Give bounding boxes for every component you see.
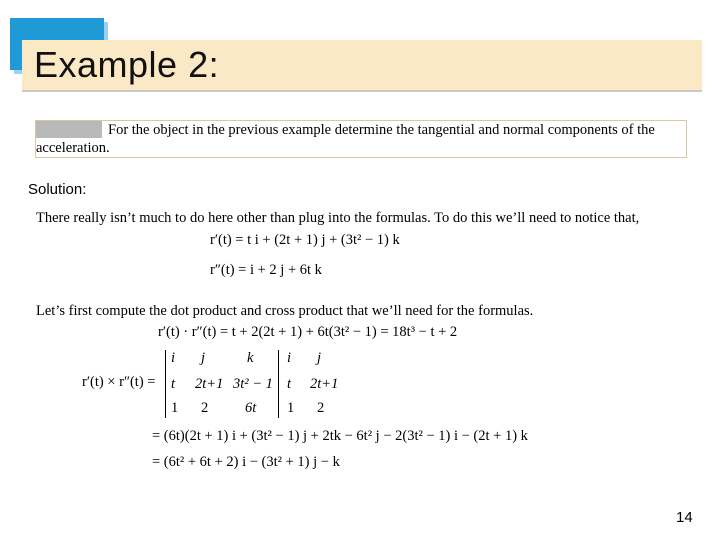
determinant-right-bar [278,350,279,418]
det-cell: j [317,350,322,366]
equation-dot-product: r′(t) · r″(t) = t + 2(2t + 1) + 6t(3t² − 1) = 18t³ − t + 2 [158,324,458,340]
det-cell: k [247,350,254,366]
det-cell: t [171,376,176,392]
problem-text: For the object in the previous example determine the tangential and normal components of the acceleration. [36,122,655,156]
det-cell: j [201,350,206,366]
det-cell: t [287,376,292,392]
det-cell: 1 [171,400,179,416]
slide-title: Example 2: [34,44,220,85]
equation-r-prime: r′(t) = t i + (2t + 1) j + (3t² − 1) k [210,232,400,248]
equation-r-double-prime: r″(t) = i + 2 j + 6t k [210,262,322,278]
solution-paragraph-2: Let’s first compute the dot product and cross product that we’ll need for the formulas. [36,303,534,319]
determinant [165,350,365,418]
det-cell: 6t [245,400,257,416]
determinant-left-bar [165,350,166,418]
det-cell: 3t² − 1 [233,376,273,392]
solution-paragraph-1: There really isn’t much to do here other than plug into the formulas. To do this we’ll need to notice that, [36,210,640,226]
det-cell: 2t+1 [310,376,339,392]
page-number: 14 [676,509,693,526]
det-cell: 1 [287,400,295,416]
equation-cross-step-1: = (6t)(2t + 1) i + (3t² − 1) j + 2tk − 6t² j − 2(3t² − 1) i − (2t + 1) k [152,428,528,444]
det-cell: 2 [201,400,209,416]
det-cell: 2t+1 [195,376,224,392]
solution-label: Solution: [28,181,87,198]
det-cell: i [171,350,176,366]
cross-product-lhs: r′(t) × r″(t) = [82,374,156,390]
det-cell: 2 [317,400,325,416]
equation-cross-step-2: = (6t² + 6t + 2) i − (3t² + 1) j − k [152,454,340,470]
det-cell: i [287,350,292,366]
problem-box [35,120,687,158]
